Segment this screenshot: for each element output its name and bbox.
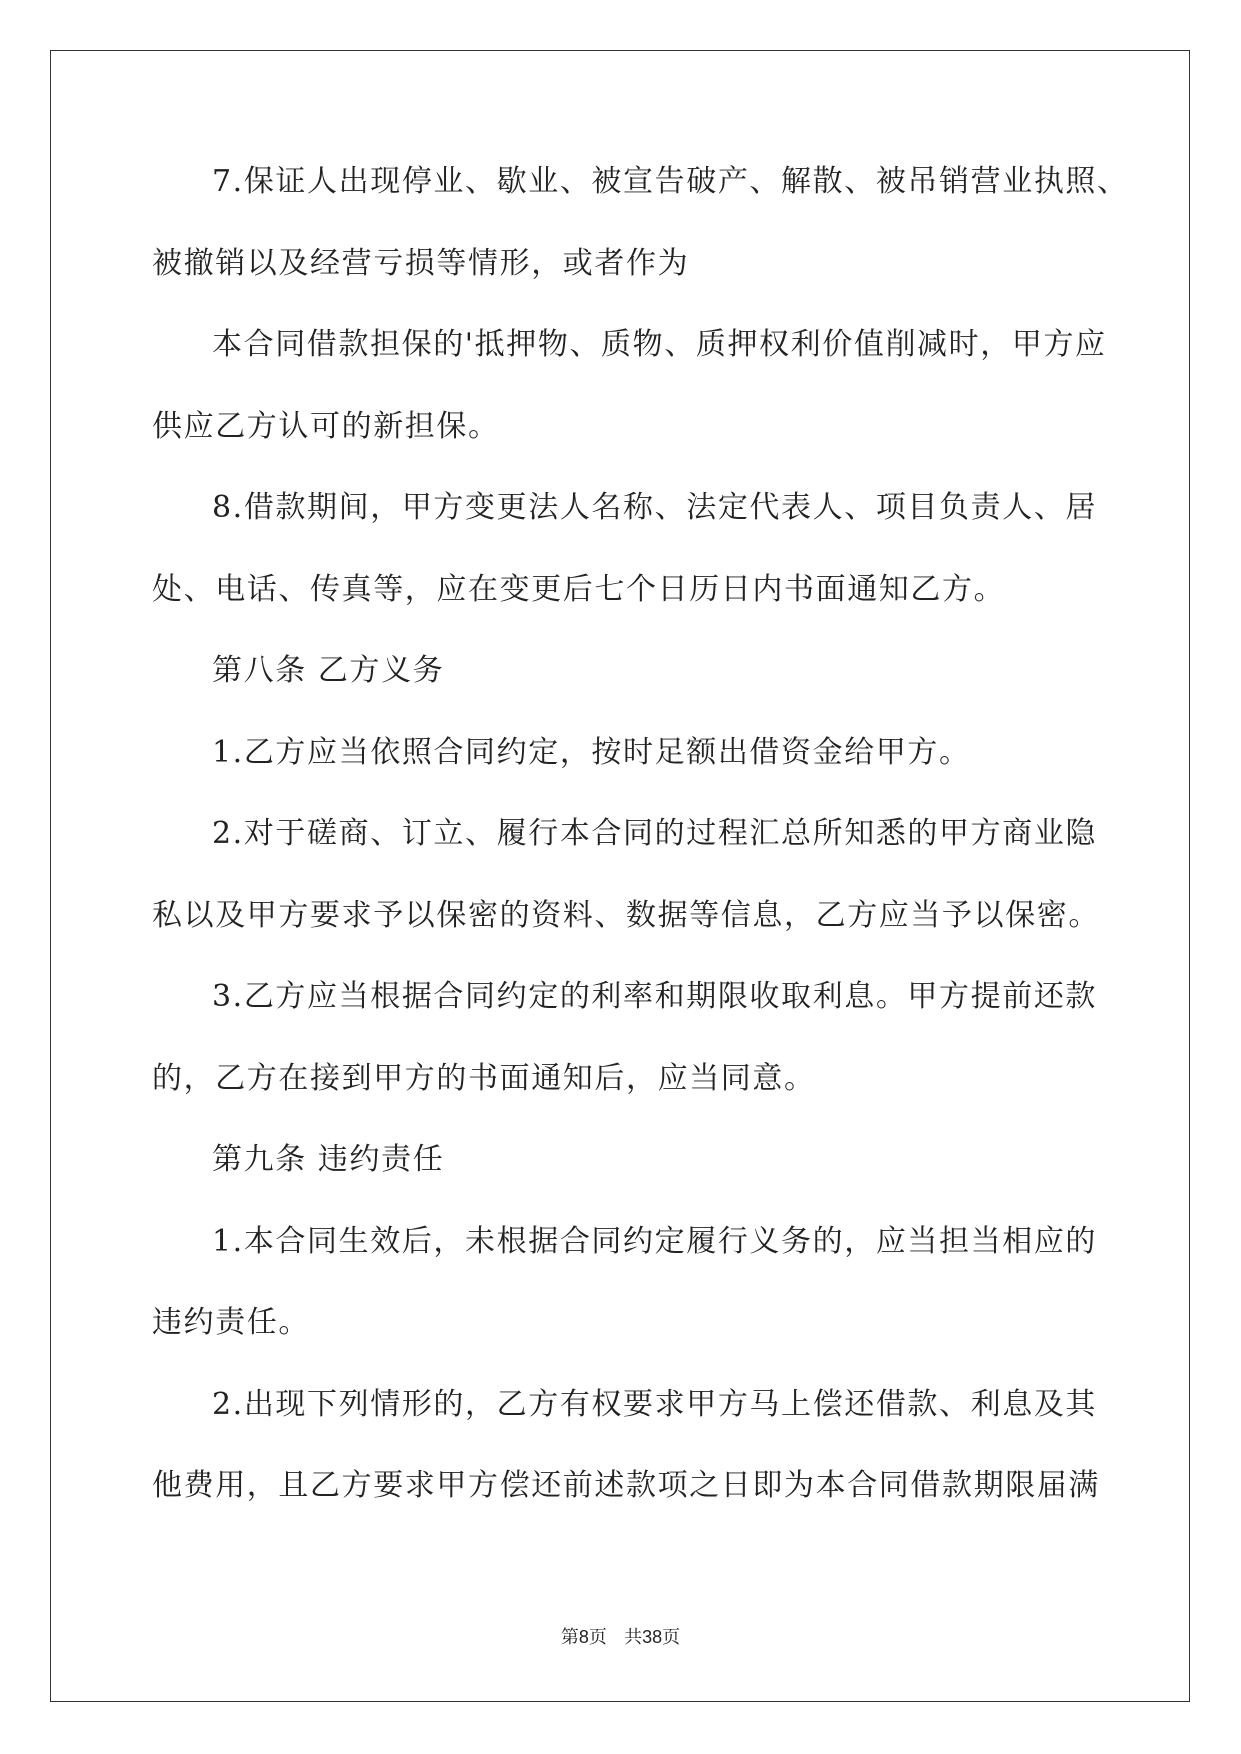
paragraph-line: 8.借款期间，甲方变更法人名称、法定代表人、项目负责人、居 xyxy=(212,490,1098,525)
total-pages: 38 xyxy=(642,1627,663,1647)
paragraph-line: 的，乙方在接到甲方的书面通知后，应当同意。 xyxy=(152,1060,816,1096)
paragraph-line: 他费用，且乙方要求甲方偿还前述款项之日即为本合同借款期限届满 xyxy=(152,1468,1100,1503)
paragraph-line: 3.乙方应当根据合同约定的利率和期限收取利息。甲方提前还款 xyxy=(212,979,1098,1014)
page-footer xyxy=(0,1625,1241,1650)
document-body xyxy=(152,162,1129,1548)
paragraph-line: 2.对于磋商、订立、履行本合同的过程汇总所知悉的甲方商业隐 xyxy=(212,816,1098,851)
paragraph-line: 本合同借款担保的'抵押物、质物、质押权利价值削减时，甲方应 xyxy=(212,327,1107,362)
paragraph-line: 2.出现下列情形的，乙方有权要求甲方马上偿还借款、利息及其 xyxy=(212,1386,1098,1422)
paragraph-line: 7.保证人出现停业、歇业、被宣告破产、解散、被吊销营业执照、 xyxy=(212,164,1129,199)
paragraph-line: 供应乙方认可的新担保。 xyxy=(152,408,500,444)
page-number: 8 xyxy=(578,1627,589,1647)
total-suffix: 页 xyxy=(662,1627,681,1648)
page-suffix: 页 xyxy=(588,1627,607,1648)
total-prefix: 共 xyxy=(624,1627,643,1648)
section-heading: 第九条 违约责任 xyxy=(212,1142,445,1177)
paragraph-line: 私以及甲方要求予以保密的资料、数据等信息，乙方应当予以保密。 xyxy=(152,897,1100,933)
paragraph-line: 被撤销以及经营亏损等情形，或者作为 xyxy=(152,245,690,281)
paragraph-line: 违约责任。 xyxy=(152,1305,310,1340)
paragraph-line: 处、电话、传真等，应在变更后七个日历日内书面通知乙方。 xyxy=(152,571,1006,607)
section-heading: 第八条 乙方义务 xyxy=(212,653,445,688)
page-prefix: 第 xyxy=(560,1627,579,1648)
paragraph-line: 1.乙方应当依照合同约定，按时足额出借资金给甲方。 xyxy=(212,734,971,770)
paragraph-line: 1.本合同生效后，未根据合同约定履行义务的，应当担当相应的 xyxy=(212,1223,1098,1259)
